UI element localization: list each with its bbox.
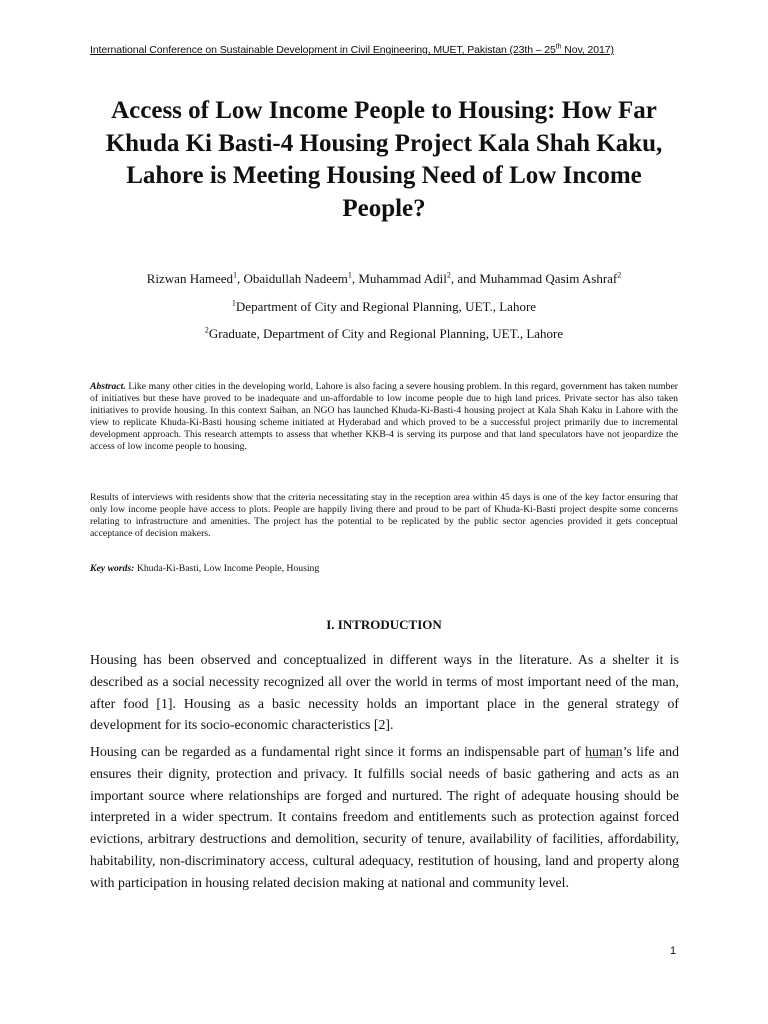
author-name: Rizwan Hameed [146,271,234,286]
running-head-sup: th [555,43,562,51]
author-affiliation-mark: 1 [233,270,238,280]
running-head [90,44,614,56]
intro-paragraph-1: Housing has been observed and conceptualized in different ways in the literature. As a shelter it is described as a social necessity recognized all over the world in terms of most important need of the man, after food [1]. Housing as a basic necessity holds an important place in the general strategy of development for its socio-economic characteristics [2]. [90,652,679,733]
running-head-text: International Conference on Sustainable Development in Civil Engineering, MUET, Pakistan (23th – 25 [90,44,556,56]
abstract-paragraph-1 [90,381,678,453]
affiliation-text: Graduate, Department of City and Regional Planning, UET., Lahore [208,326,564,341]
author-name: Muhammad Qasim Ashraf [479,271,618,286]
keywords-text: Khuda-Ki-Basti, Low Income People, Housing [134,563,320,574]
section-heading: I. INTRODUCTION [326,617,442,632]
author-name: Muhammad Adil [358,271,447,286]
author-separator: , [237,271,244,286]
running-head-end: Nov, 2017) [561,44,614,56]
spellcheck-underlined-word: human [585,744,623,759]
paper-title: Access of Low Income People to Housing: How Far Khuda Ki Basti-4 Housing Project Kala Shah Kaku, Lahore is Meeting Housing Need of Low Income People? [105,97,663,222]
author-list [84,271,684,287]
abstract-paragraph-2: Results of interviews with residents show that the criteria necessitating stay in the reception area within 45 days is one of the key factor ensuring that only low income people have access to plots. People are happily living there and proud to be part of Khuda-Ki-Basti project despite some concerns relating to infrastructure and amenities. The project has the potential to be replicated by the public sector agencies provided it gets conceptual acceptance of decision makers. [90,492,678,539]
keywords [90,563,678,574]
affiliation-mark: 2 [204,325,209,335]
author-name: Obaidullah Nadeem [243,271,348,286]
affiliation-text: Department of City and Regional Planning, UET., Lahore [235,299,537,314]
intro-paragraph-2-start: Housing can be regarded as a fundamental right since it forms an indispensable part of [90,744,586,759]
intro-paragraph-2 [90,741,679,894]
intro-paragraph-2-end: ’s life and ensures their dignity, protection and privacy. It fulfills social needs of basic gathering and acts as an important source where relationships are forged and nurtured. The right of adequate housing should be interpreted in a wider spectrum. It contains freedom and entitlements such as protection against forced evictions, arbitrary destructions and demolition, security of tenure, availability of facilities, affordability, habitability, non-discriminatory access, cultural adequacy, restitution of housing, land and property along with participation in housing related decision making at national and community level. [90,744,679,890]
author-affiliation-mark: 2 [617,270,622,280]
affiliation-mark: 1 [231,298,236,308]
abstract-text: Like many other cities in the developing world, Lahore is also facing a severe housing problem. In this regard, government has taken number of initiatives but these have proved to be inadequate and un-affordable to low income people due to high land prices. Private sector has also taken initiatives to provide housing. In this context Saiban, an NGO has launched Khuda-Ki-Basti-4 housing project at Kala Shah Kaku in Lahore with the view to replicate Khuda-Ki-Basti housing scheme initiated at Hyderabad and which proved to be a successful project primarily due to incremental development approach. This research attempts to assess that whether KKB-4 is serving its purpose and that land speculators have not jeopardize the access of low income people to housing. [90,381,678,452]
author-affiliation-mark: 1 [347,270,352,280]
affiliation-1 [84,299,684,315]
author-separator: , and [450,271,480,286]
affiliation-2 [84,326,684,342]
author-affiliation-mark: 2 [446,270,451,280]
page-number: 1 [670,945,677,957]
author-separator: , [351,271,359,286]
keywords-label: Key words: [90,563,135,574]
abstract-label: Abstract. [90,381,126,392]
